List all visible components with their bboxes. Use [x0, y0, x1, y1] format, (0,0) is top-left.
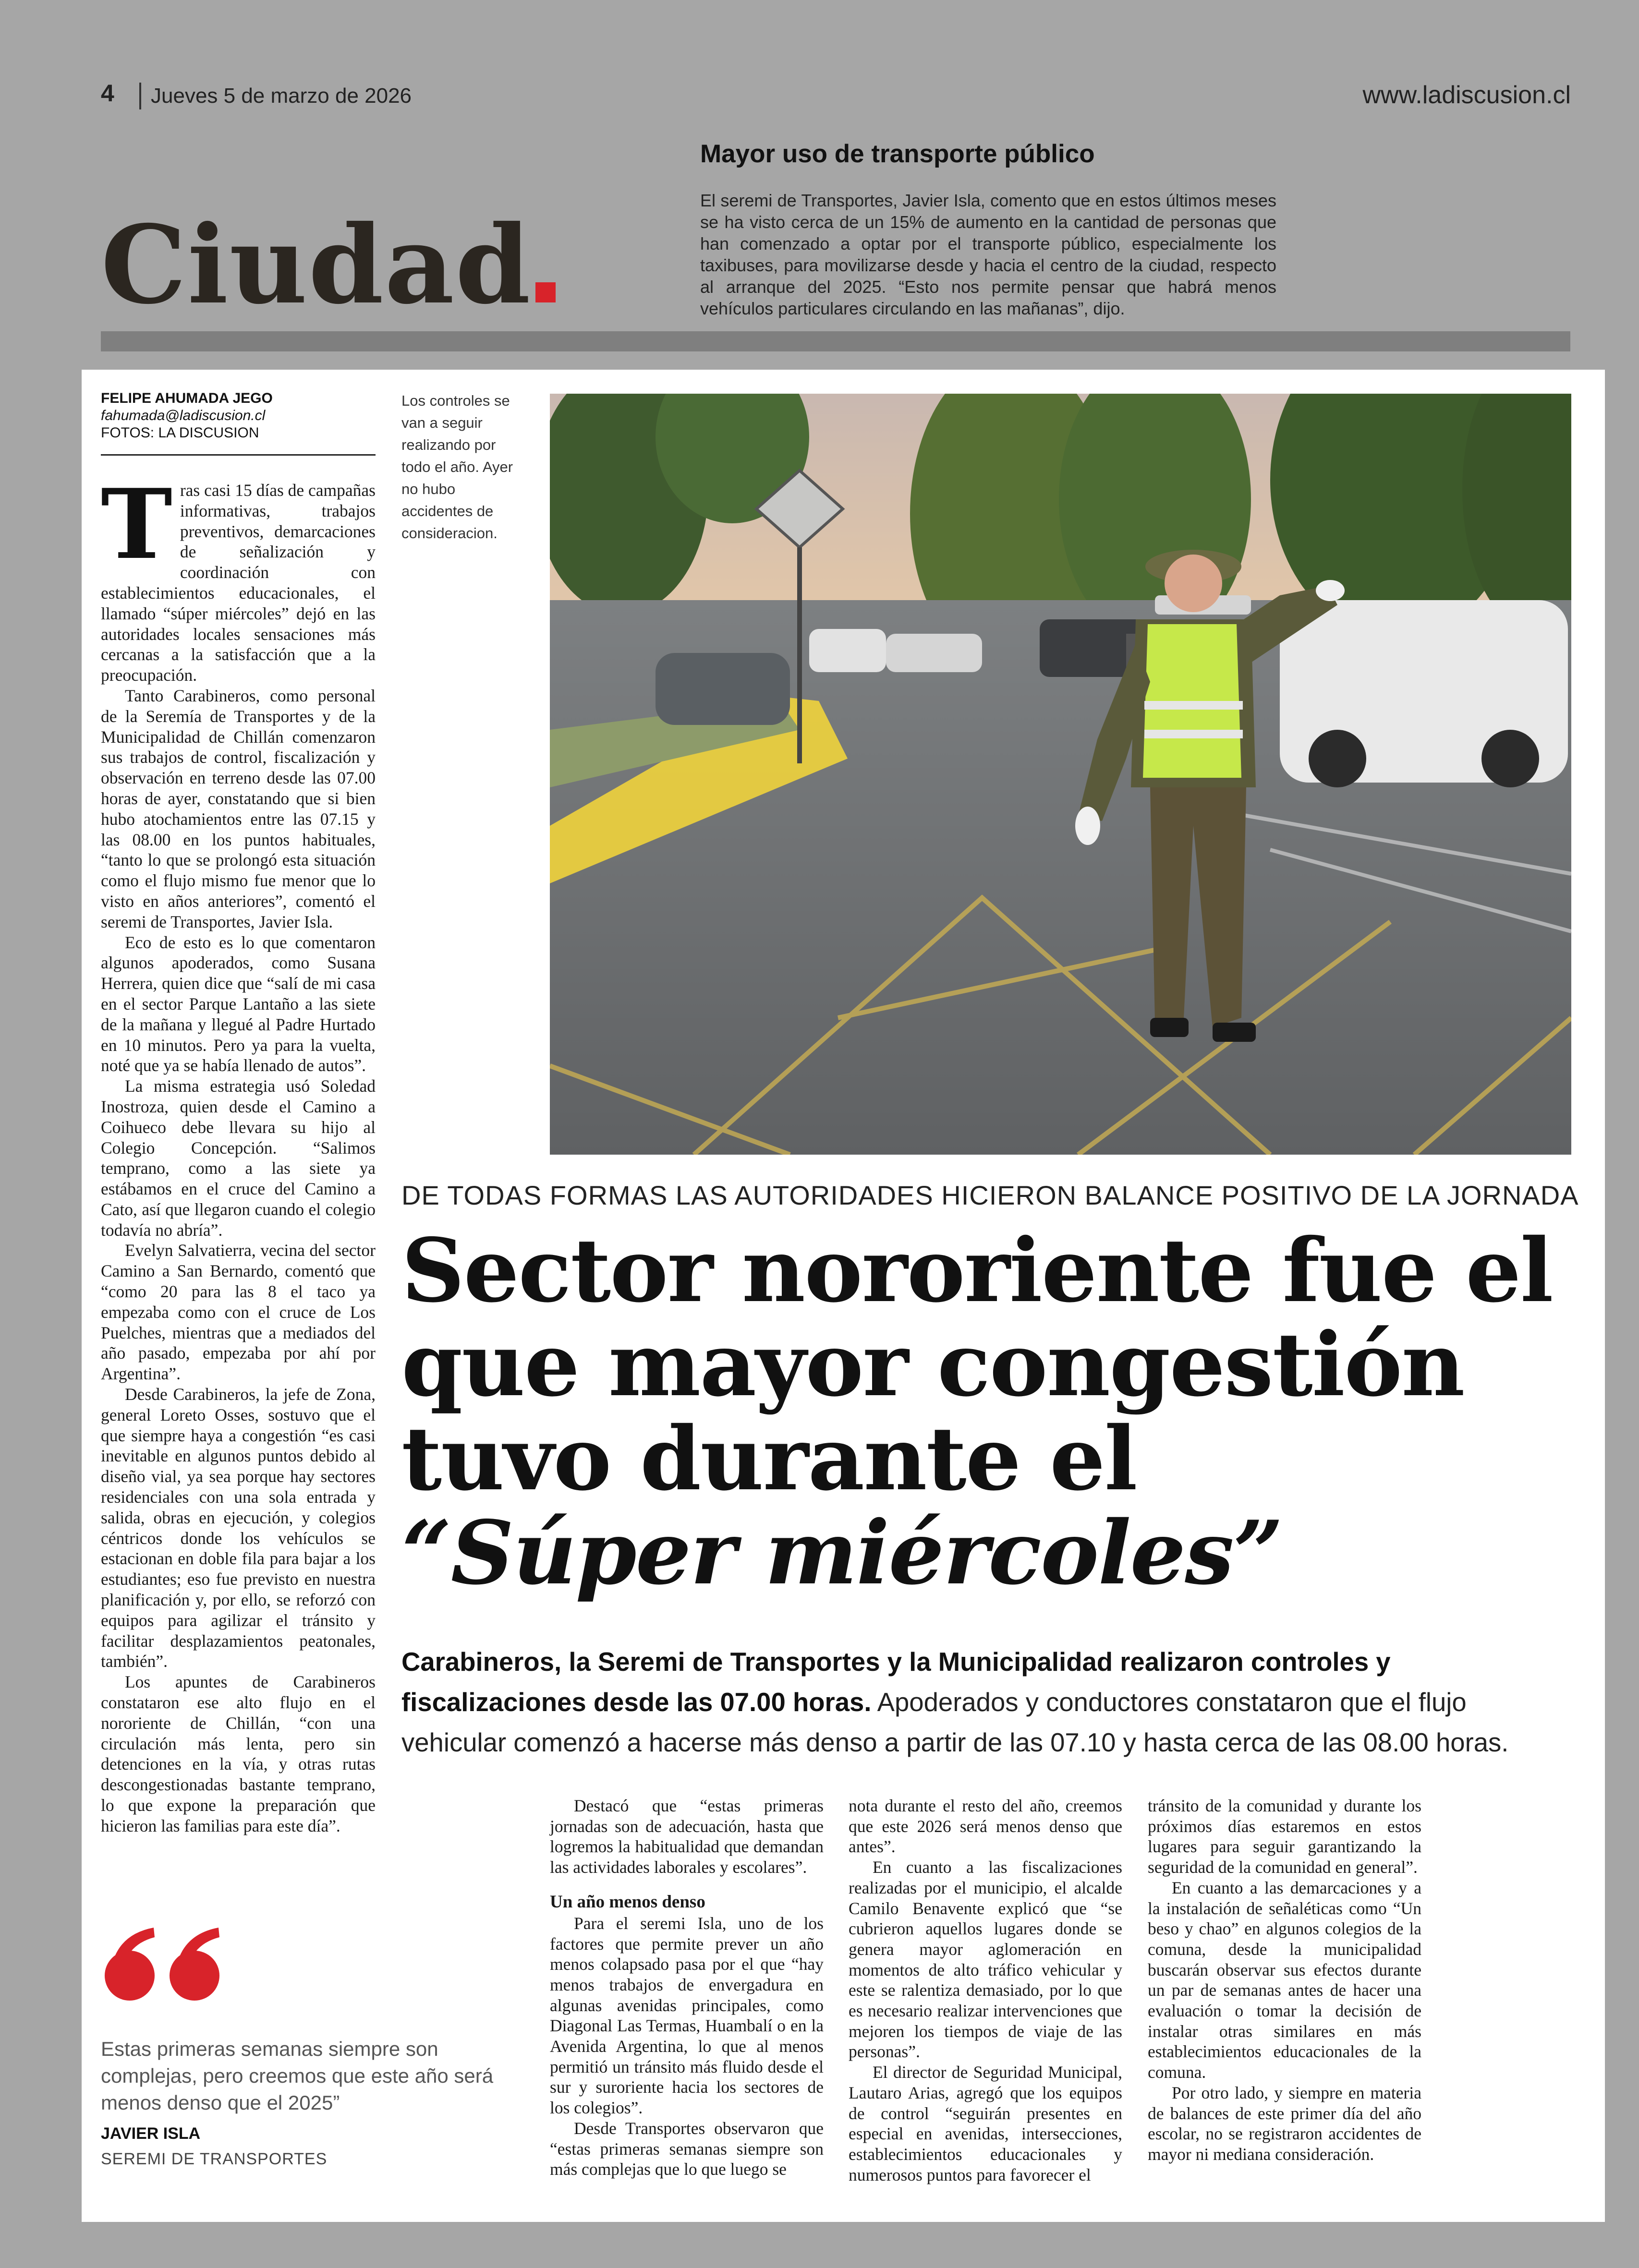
website-link[interactable]: www.ladiscusion.cl	[1362, 81, 1571, 109]
byline-divider	[101, 454, 376, 456]
issue-date: Jueves 5 de marzo de 2026	[151, 84, 412, 108]
byline	[101, 390, 379, 442]
article-paragraph: Los apuntes de Carabineros constataron ese alto flujo en el nororiente de Chillán, “con una circulación más lenta, pero sin detenciones en la vía, y otras rutas descongestionadas bastante temprano, lo que expone la preparación que hicieron las familias para este día”.	[101, 1672, 376, 1835]
article-paragraph: Evelyn Salvatierra, vecina del sector Camino a San Bernardo, comentó que “como 20 para las 8 el taco ya empezaba como con el cruce de Los Puelches, mientras que a mediados del año pasado, empezaba por ahí por Argentina”.	[101, 1241, 376, 1384]
byline-author: FELIPE AHUMADA JEGO	[101, 390, 273, 406]
article-column-4	[1148, 1796, 1421, 2165]
article-paragraph: En cuanto a las demarcaciones y a la instalación de señaléticas como “Un beso y chao” en algunos colegios de la comuna, desde la municipalidad buscarán observar sus efectos durante un par de semanas antes de hacer una evaluación o tomar la decisión de instalar otras similares en más establecimientos educacionales de la comuna.	[1148, 1878, 1421, 2082]
article-paragraph: Para el seremi Isla, uno de los factores que permite prever un año menos colapsado pasa por el que “hay menos trabajos de envergadura en algunas avenidas principales, como Diagonal Las Termas, Huambalí o en la Avenida Argentina, lo que al menos permitió un tránsito más fluido desde el sur y suroriente hacia los sectores de los colegios”.	[550, 1913, 824, 2118]
section-title-text: Ciudad	[101, 202, 532, 328]
article-paragraph: El director de Seguridad Municipal, Lautaro Arias, agregó que los equipos de control “seguirán presentes en especial en avenidas, intersecciones, establecimientos educacionales y numerosos puntos para favorecer el	[849, 2063, 1122, 2184]
photo-caption: Los controles se van a seguir realizando por todo el año. Ayer no hubo accidentes de consideracion.	[401, 392, 513, 542]
article-column-1	[101, 468, 376, 1836]
brief-text: El seremi de Transportes, Javier Isla, comento que en estos últimos meses se ha visto cerca de un 15% de aumento en la cantidad de personas que han comenzado a optar por el transporte público, especialmente los taxibuses, para movilizarse desde y hacia el centro de la ciudad, respecto al arranque del 2025. “Esto nos permite pensar que habrá menos vehículos particulares circulando en las mañanas”, dijo.	[700, 191, 1276, 318]
article-paragraph: Tanto Carabineros, como personal de la Seremía de Transportes y de la Municipalidad de Chillán comenzaron sus trabajos de control, fiscalización y observación en terreno desde las 07.00 horas de ayer, constatando que si bien hubo atochamientos entre las 07.15 y las 08.00 en los puntos habituales, “tanto lo que se prolongó esta situación como el flujo mismo fue menor que lo visto en años anteriores”, comentó el seremi de Transportes, Javier Isla.	[101, 686, 376, 931]
byline-email[interactable]: fahumada@ladiscusion.cl	[101, 408, 266, 423]
page-number: 4	[101, 80, 114, 107]
deck-text: Apoderados y conductores constataron que el flujo vehicular comenzó a hacerse más denso a partir de las 07.10 y hasta cerca de las 08.00 horas.	[401, 1688, 1509, 1757]
article-paragraph	[101, 468, 376, 686]
article-paragraph: nota durante el resto del año, creemos que este 2026 será menos denso que antes”.	[849, 1796, 1122, 1857]
article-paragraph: Eco de esto es lo que comentaron algunos apoderados, como Susana Herrera, quien dice que “salí de mi casa en el sector Parque Lantaño a las siete de la mañana y llegué al Padre Hurtado en 10 minutos. Pero ya para la vuelta, noté que ya se había llenado de autos”.	[101, 932, 376, 1075]
article-paragraph: Desde Carabineros, la jefe de Zona, general Loreto Osses, sostuvo que el que siempre haya a congestión “es casi inevitable en algunos puntos debido al diseño vial, ya sea porque hay sectores residenciales con una sola entrada y salida, obras en ejecución, y colegios céntricos donde los vehículos se estacionan en doble fila para bajar a los estudiantes; eso fue previsto en nuestra planificación y, por ello, se reforzó con equipos para agilizar el tránsito y facilitar desplazamientos peatonales, también”.	[101, 1385, 376, 1671]
header-divider	[139, 83, 141, 109]
paragraph-text: ras casi 15 días de campañas informativas, trabajos preventivos, demarcaciones de señalización y coordinación con establecimientos educacionales, el llamado “súper miércoles” dejó en las autoridades locales sensaciones más cercanas a la satisfacción que a la preocupación.	[101, 481, 376, 685]
article-kicker: DE TODAS FORMAS LAS AUTORIDADES HICIERON BALANCE POSITIVO DE LA JORNADA	[401, 1180, 1579, 1210]
byline-photos: FOTOS: LA DISCUSION	[101, 425, 259, 441]
headline-line: que mayor congestión	[401, 1313, 1464, 1416]
section-title	[101, 202, 556, 328]
article-headline	[401, 1219, 1554, 1604]
pull-quote-name: JAVIER ISLA	[101, 2124, 201, 2143]
traffic-police-photo-icon	[550, 394, 1571, 1155]
article-paragraph: Desde Transportes observaron que “estas primeras semanas siempre son más complejas que lo que luego se	[550, 2118, 824, 2179]
drop-cap: T	[101, 468, 172, 581]
article-paragraph: En cuanto a las fiscalizaciones realizadas por el municipio, el alcalde Camilo Benavente explicó que “se cubrieron aquellos lugares donde se genera mayor aglomeración en momentos de alto tráfico vehicular y este se ralentiza demasiado, por lo que es necesario realizar intervenciones que mejoren los tiempos de viaje de las personas”.	[849, 1858, 1122, 2062]
section-dot-icon	[535, 282, 556, 302]
traffic-photo	[550, 394, 1571, 1155]
article-paragraph: La misma estrategia usó Soledad Inostroza, quien desde el Camino a Coihueco debe llevara su hijo al Colegio Concepción. “Salimos temprano, como a las siete ya estábamos en el cruce del Camino a Cato, así que llegaron cuando el colegio todavía no abría”.	[101, 1076, 376, 1240]
headline-line: Sector nororiente fue el	[401, 1219, 1553, 1322]
headline-line: tuvo durante el	[401, 1407, 1137, 1510]
quote-mark-icon	[101, 1925, 231, 2004]
article-column-3	[849, 1796, 1122, 2185]
pull-quote-role: SEREMI DE TRANSPORTES	[101, 2150, 328, 2168]
article-deck	[401, 1642, 1573, 1763]
headline-line: “Súper miércoles”	[401, 1501, 1283, 1604]
header-band	[101, 331, 1570, 351]
brief-title: Mayor uso de transporte público	[700, 140, 1095, 168]
deck-bold: Carabineros, la Seremi de Transportes y la Municipalidad realizaron controles y fiscalizaciones desde las 07.00 horas.	[401, 1647, 1391, 1717]
pull-quote-text: Estas primeras semanas siempre son complejas, pero creemos que este año será menos denso que el 2025”	[101, 2038, 494, 2114]
article-subhead: Un año menos denso	[550, 1892, 705, 1912]
article-column-2	[550, 1796, 824, 2180]
article-paragraph: tránsito de la comunidad y durante los próximos días estaremos en estos lugares para seguir garantizando la seguridad de la comunidad en general”.	[1148, 1796, 1421, 1877]
article-paragraph: Destacó que “estas primeras jornadas son de adecuación, hasta que logremos la habitualidad que demandan las actividades laborales y escolares”.	[550, 1796, 824, 1877]
article-paragraph: Por otro lado, y siempre en materia de balances de este primer día del año escolar, no se registraron accidentes de mayor ni mediana consideración.	[1148, 2083, 1421, 2164]
